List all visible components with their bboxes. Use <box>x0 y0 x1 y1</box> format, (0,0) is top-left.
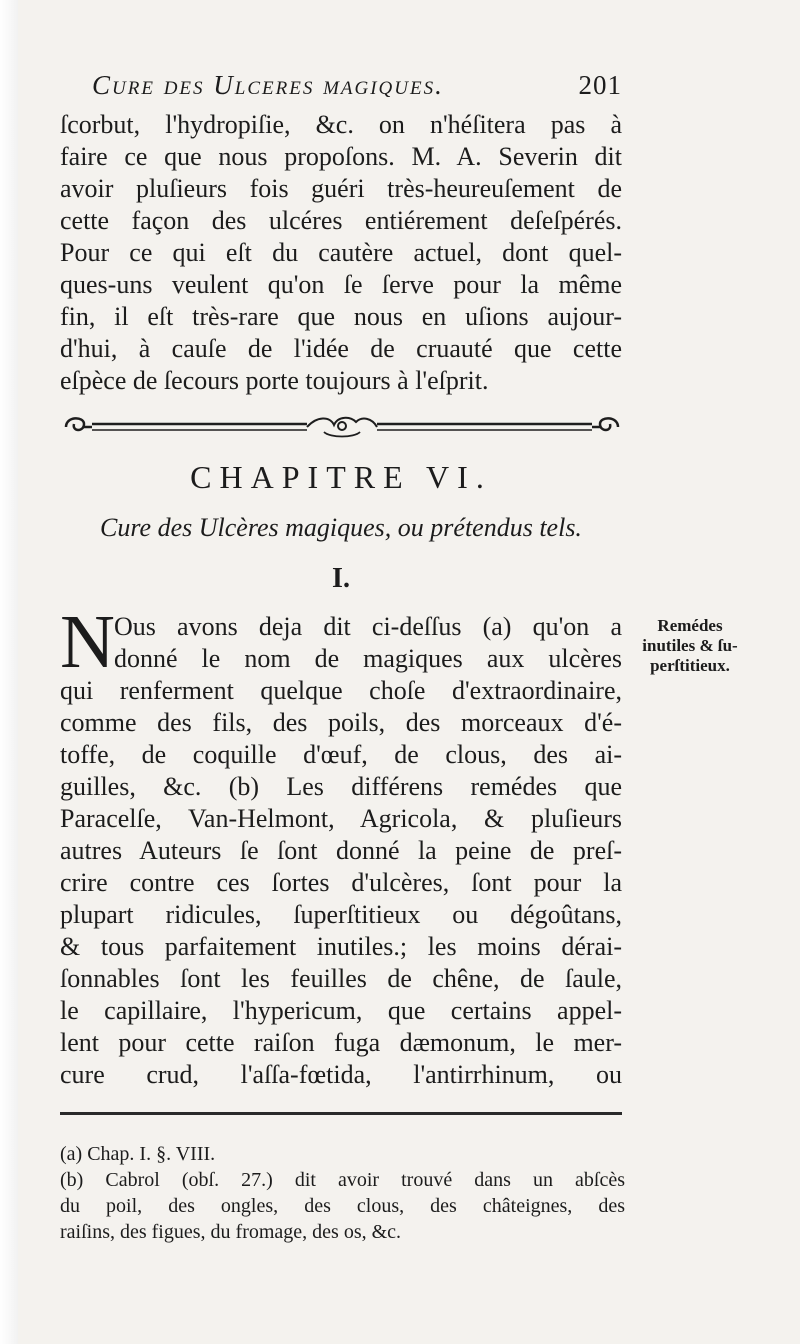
text-line: Paracelſe, Van-Helmont, Agricola, & pluſieurs <box>60 804 622 833</box>
text-line: avoir pluſieurs fois guéri très-heureuſement de <box>60 174 622 203</box>
text-line: lent pour cette raiſon fuga dæmonum, le mer- <box>60 1028 622 1057</box>
chapter-subtitle: Cure des Ulcères magiques, ou prétendus tels. <box>100 513 582 542</box>
text-line: fin, il eſt très-rare que nous en uſions aujour- <box>60 302 622 331</box>
running-head <box>92 70 622 106</box>
footnote-line: raiſins, des figues, du fromage, des os, &c. <box>60 1221 402 1243</box>
text-line: Pour ce qui eſt du cautère actuel, dont quel- <box>60 238 622 267</box>
footnote-line: du poil, des ongles, des clous, des châteignes, des <box>60 1195 625 1217</box>
text-line: autres Auteurs ſe ſont donné la peine de preſ- <box>60 836 622 865</box>
text-line: plupart ridicules, ſuperſtitieux ou dégoûtans, <box>60 900 622 929</box>
text-line: ſcorbut, l'hydropiſie, &c. on n'héſitera pas à <box>60 110 622 139</box>
page-left-edge <box>0 0 18 1344</box>
text-line: ques-uns veulent qu'on ſe ſerve pour la même <box>60 270 622 299</box>
text-line: le capillaire, l'hypericum, que certains appel- <box>60 996 622 1025</box>
text-line: eſpèce de ſecours porte toujours à l'eſprit. <box>60 366 489 395</box>
text-line: & tous parfaitement inutiles.; les moins dérai- <box>60 932 622 961</box>
text-line: cure crud, l'aſſa-fœtida, l'antirrhinum, ou <box>60 1060 622 1089</box>
text-line: toffe, de coquille d'œuf, de clous, des ai- <box>60 740 622 769</box>
text-line: Ous avons deja dit ci-deſſus (a) qu'on a <box>114 612 622 641</box>
text-line: donné le nom de magiques aux ulcères <box>114 644 622 673</box>
margin-note-line: inutiles & ſu- <box>642 636 738 655</box>
page-number: 201 <box>578 70 622 100</box>
running-head-title: Cure des Ulceres magiques. <box>92 70 444 100</box>
margin-note-line: Remédes <box>657 616 723 635</box>
text-line: faire ce que nous propoſons. M. A. Severin dit <box>60 142 622 171</box>
drop-cap: N <box>60 600 115 684</box>
footnote-line: (b) Cabrol (obſ. 27.) dit avoir trouvé dans un abſcès <box>60 1169 625 1191</box>
text-line: d'hui, à cauſe de l'idée de cruauté que cette <box>60 334 622 363</box>
footnote-line: (a) Chap. I. §. VIII. <box>60 1143 216 1165</box>
text-line: cette façon des ulcéres entiérement deſeſpérés. <box>60 206 622 235</box>
section-number: I. <box>332 563 350 594</box>
ornament-divider <box>62 410 622 444</box>
text-line: guilles, &c. (b) Les différens remédes que <box>60 772 622 801</box>
margin-note <box>630 616 750 676</box>
margin-note-line: perſtitieux. <box>650 656 730 675</box>
footnote-rule <box>60 1112 622 1115</box>
text-line: comme des fils, des poils, des morceaux d'é- <box>60 708 622 737</box>
text-line: crire contre ces ſortes d'ulcères, ſont pour la <box>60 868 622 897</box>
text-line: ſonnables ſont les feuilles de chêne, de ſaule, <box>60 964 622 993</box>
chapter-heading: CHAPITRE VI. <box>190 459 492 495</box>
text-line: qui renferment quelque choſe d'extraordinaire, <box>60 676 622 705</box>
